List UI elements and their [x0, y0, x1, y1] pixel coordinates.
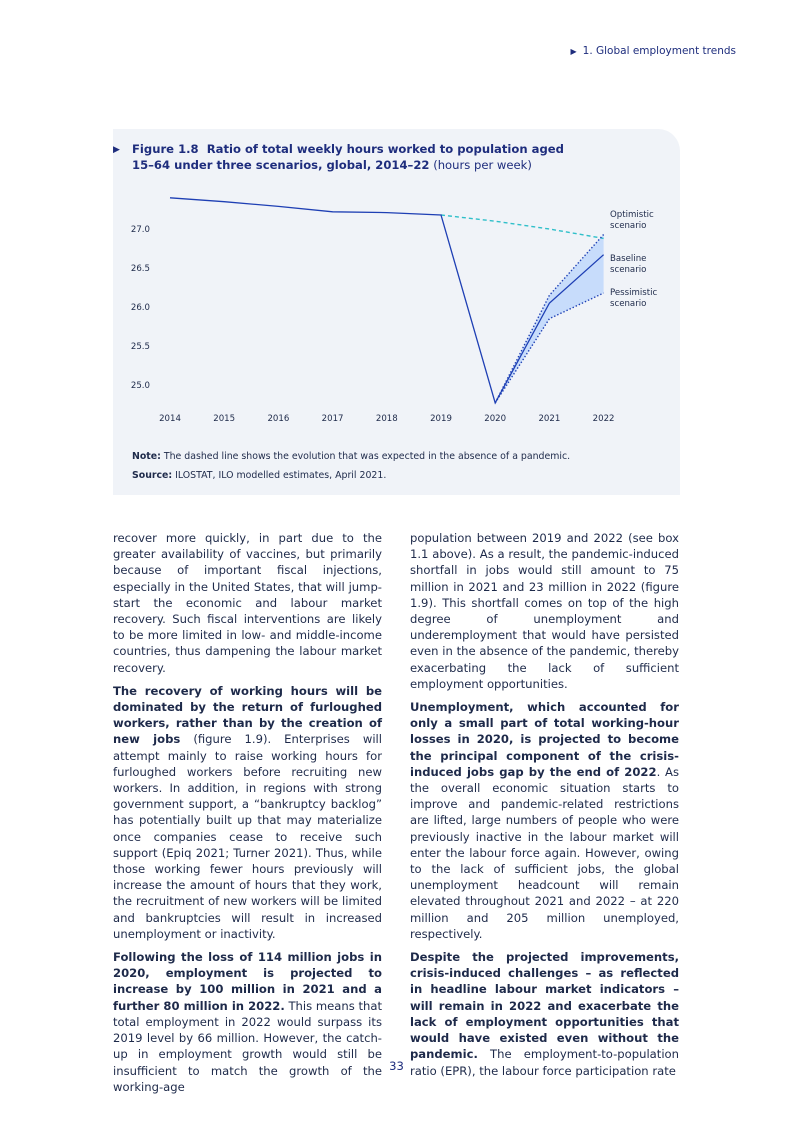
note-line: Note: The dashed line shows the evolution that was expected in the absence of a pandemic. — [132, 451, 571, 462]
y-tick-label: 26.5 — [130, 264, 150, 274]
figure-unit: (hours per week) — [433, 158, 532, 172]
y-tick-label: 25.5 — [130, 342, 150, 352]
paragraph: Unemployment, which accounted for only a small part of total working-hour losses in 2020, is projected to become the principal component of the crisis-induced jobs gap by the end of 2022. As the overall economic situation starts to improve and pandemic-related restrictions are lifted, large numbers of people who were previously inactive in the labour market will enter the labour force again. However, owing to the lack of sufficient jobs, the global unemployment headcount will remain elevated throughout 2021 and 2022 – at 220 million and 205 million unemployed, respectively. — [410, 700, 680, 941]
y-tick-label: 26.0 — [130, 303, 150, 313]
paragraph: recover more quickly, in part due to the greater availability of vaccines, but primarily because of important fiscal injections, especially in the United States, that will jump-start the economic and labour market recovery. Such fiscal interventions are likely to be more limited in low- and middle-income countries, thus dampening the labour market recovery. — [113, 531, 382, 675]
x-tick-label: 2017 — [321, 414, 344, 424]
x-tick-label: 2021 — [538, 414, 561, 424]
x-tick-label: 2016 — [267, 414, 290, 424]
annotation-baseline: Baseline scenario — [610, 254, 647, 275]
figure-title-text: Ratio of total weekly hours worked to population aged 15–64 under three scenarios, global, 2014–22 — [132, 142, 564, 172]
x-tick-label: 2020 — [484, 414, 507, 424]
figure-title — [113, 141, 583, 173]
figure-label: Figure 1.8 — [132, 142, 199, 156]
page-number: 33 — [389, 1059, 404, 1073]
x-tick-label: 2019 — [430, 414, 452, 424]
line-chart — [113, 185, 680, 435]
paragraph: population between 2019 and 2022 (see box 1.1 above). As a result, the pandemic-induced shortfall in jobs would still amount to 75 million in 2021 and 23 million in 2022 (figure 1.9). This shortfall comes on top of the high degree of unemployment and underemployment that would have persisted even in the absence of the pandemic, thereby exacerbating the lack of sufficient employment opportunities. — [410, 531, 679, 691]
x-tick-label: 2015 — [213, 414, 236, 424]
triangle-icon: ▶ — [113, 145, 120, 155]
series-baseline-line — [170, 198, 604, 403]
paragraph: Despite the projected improvements, crisis-induced challenges – as reflected in headline labour market indicators – will remain in 2022 and exacerbate the lack of employment opportunities that would have existed even without the pandemic. The employment-to-population ratio (EPR), the labour force participation rate — [410, 950, 679, 1078]
triangle-icon: ▶ — [570, 47, 577, 56]
x-tick-label: 2022 — [592, 414, 615, 424]
y-tick-label: 27.0 — [130, 225, 150, 235]
y-tick-label: 25.0 — [130, 381, 150, 391]
text-column-left — [113, 530, 382, 1102]
running-header — [570, 45, 736, 57]
paragraph: Following the loss of 114 million jobs in 2020, employment is projected to increase by 100 million in 2021 and a further 80 million in 2022. This means that total employment in 2022 would surpass its 2019 level by 66 million. However, the catch-up in employment growth would still be insufficient to match the growth of the working-age — [113, 950, 382, 1094]
paragraph: The recovery of working hours will be dominated by the return of furloughed workers, rather than by the creation of new jobs (figure 1.9). Enterprises will attempt mainly to raise working hours for furloughed workers before recruiting new workers. In addition, in regions with strong government support, a “bankruptcy backlog” has potentially built up that may materialize once companies cease to receive such support (Epiq 2021; Turner 2021). Thus, while those working fewer hours previously will increase the amount of hours that they work, the recruitment of new workers will be limited and bankruptcies will result in increased unemployment or inactivity. — [113, 683, 382, 941]
section-title: 1. Global employment trends — [582, 45, 736, 57]
annotation-pessimistic: Pessimistic scenario — [610, 288, 658, 309]
figure-notes — [132, 447, 652, 485]
source-line: Source: ILOSTAT, ILO modelled estimates, April 2021. — [132, 470, 387, 481]
series-no-pandemic-line — [441, 215, 604, 238]
text-column-right — [410, 530, 679, 1086]
scenario-range-band — [495, 234, 603, 402]
annotation-optimistic: Optimistic scenario — [610, 210, 654, 231]
x-tick-label: 2018 — [375, 414, 398, 424]
x-tick-label: 2014 — [159, 414, 181, 424]
